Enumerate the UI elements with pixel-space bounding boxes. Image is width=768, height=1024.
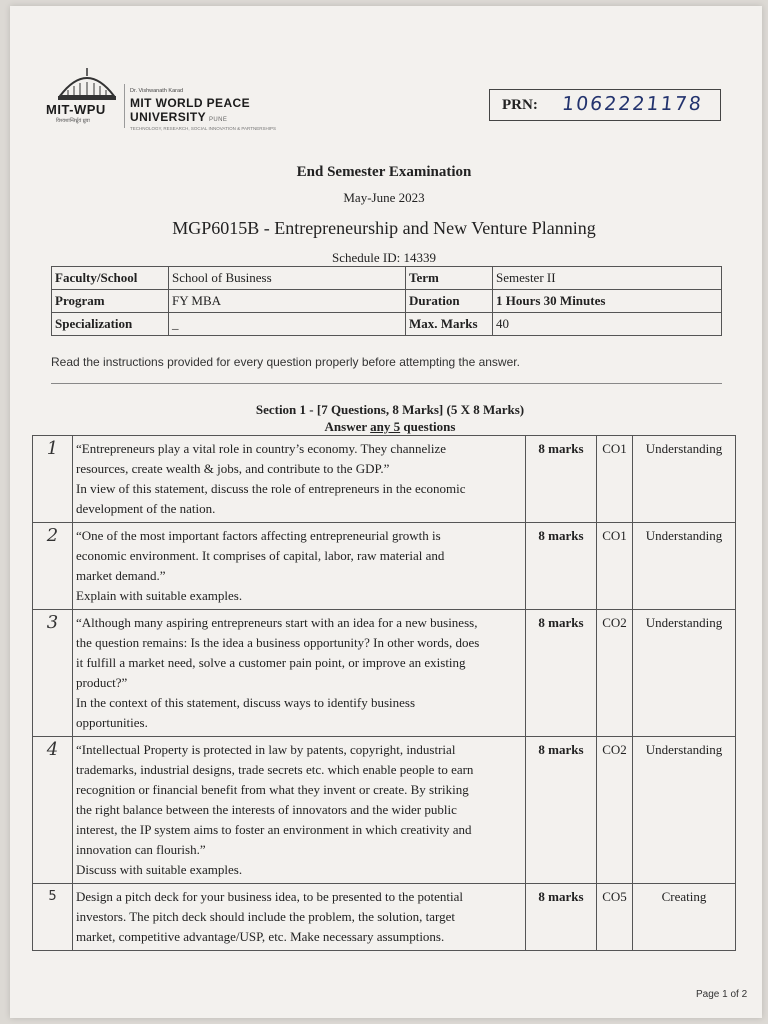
question-number	[33, 610, 73, 737]
prn-label: PRN:	[502, 97, 538, 113]
university-subline: TECHNOLOGY, RESEARCH, SOCIAL INNOVATION & PARTNERSHIPS	[130, 126, 276, 131]
question-level: Understanding	[633, 737, 736, 884]
founder-name: Dr. Vishwanath Karad	[130, 88, 184, 94]
university-word: UNIVERSITY	[130, 110, 207, 124]
question-co: CO1	[597, 436, 633, 523]
program-value: FY MBA	[169, 290, 406, 313]
question-marks: 8 marks	[526, 436, 597, 523]
table-row	[33, 436, 736, 523]
term-label: Term	[406, 267, 493, 290]
question-co: CO2	[597, 610, 633, 737]
instructions-text: Read the instructions provided for every question properly before attempting the answer.	[51, 355, 520, 369]
question-marks: 8 marks	[526, 737, 597, 884]
section-heading: Section 1 - [7 Questions, 8 Marks] (5 X 8 Marks)	[255, 402, 525, 417]
question-number-value: 1	[46, 438, 59, 459]
maxmarks-label: Max. Marks	[406, 313, 493, 336]
question-level: Creating	[633, 884, 736, 951]
duration-label: Duration	[406, 290, 493, 313]
faculty-value: School of Business	[169, 267, 406, 290]
page-number: Page 1 of 2	[696, 989, 748, 1000]
question-number	[33, 436, 73, 523]
table-row	[52, 290, 722, 313]
question-line: “Although many aspiring entrepreneurs start with an idea for a new business,	[76, 615, 478, 630]
question-line: product?”	[76, 675, 128, 690]
university-name-line1: MIT WORLD PEACE	[130, 96, 250, 110]
exam-session: May-June 2023	[343, 190, 425, 205]
question-line: development of the nation.	[76, 501, 216, 516]
question-line: innovation can flourish.”	[76, 842, 206, 857]
question-line: recognition or financial benefit from what they invent or create. By striking	[76, 782, 469, 797]
exam-title: End Semester Examination	[296, 164, 472, 180]
question-number	[33, 523, 73, 610]
university-name-line2	[130, 110, 227, 124]
duration-value: 1 Hours 30 Minutes	[493, 290, 722, 313]
question-number-value: 3	[46, 612, 59, 633]
question-line: opportunities.	[76, 715, 148, 730]
question-number-value: 4	[46, 739, 59, 760]
prn-value: 1062221178	[560, 93, 705, 115]
question-number-value: 2	[46, 525, 59, 546]
question-line: investors. The pitch deck should include the problem, the solution, target	[76, 909, 455, 924]
question-number	[33, 737, 73, 884]
prn-box	[489, 89, 721, 121]
maxmarks-value: 40	[493, 313, 722, 336]
term-value: Semester II	[493, 267, 722, 290]
table-row	[52, 313, 722, 336]
answer-suffix: questions	[400, 419, 456, 434]
question-marks: 8 marks	[526, 523, 597, 610]
question-marks: 8 marks	[526, 610, 597, 737]
question-level: Understanding	[633, 436, 736, 523]
question-line: Discuss with suitable examples.	[76, 862, 243, 877]
question-line: economic environment. It comprises of capital, labor, raw material and	[76, 548, 445, 563]
question-line: “Intellectual Property is protected in law by patents, copyright, industrial	[76, 742, 456, 757]
question-number	[33, 884, 73, 951]
course-title: MGP6015B - Entrepreneurship and New Venture Planning	[172, 218, 596, 238]
question-marks: 8 marks	[526, 884, 597, 951]
question-line: In view of this statement, discuss the role of entrepreneurs in the economic	[76, 481, 466, 496]
university-logo	[44, 66, 276, 140]
question-level: Understanding	[633, 610, 736, 737]
answer-instruction	[0, 419, 768, 435]
table-row	[33, 523, 736, 610]
logo-tagline: विश्वशान्तिर्ध्रुवं ध्रुवा	[56, 118, 90, 124]
table-row	[33, 884, 736, 951]
question-co: CO1	[597, 523, 633, 610]
question-text	[73, 884, 526, 951]
university-city: PUNE	[209, 117, 228, 123]
question-line: it fulfill a market need, solve a customer pain point, or improve an existing	[76, 655, 466, 670]
table-row	[52, 267, 722, 290]
question-level: Understanding	[633, 523, 736, 610]
question-text	[73, 436, 526, 523]
question-co: CO5	[597, 884, 633, 951]
answer-prefix: Answer	[324, 419, 371, 434]
question-line: In the context of this statement, discuss ways to identify business	[76, 695, 416, 710]
dome-emblem-icon	[54, 66, 120, 102]
question-line: the right balance between the interests of innovators and the wider public	[76, 802, 457, 817]
question-number-value: 5	[48, 889, 57, 904]
question-line: the question remains: Is the idea a business opportunity? In other words, does	[76, 635, 480, 650]
table-row	[33, 737, 736, 884]
question-line: Design a pitch deck for your business idea, to be presented to the potential	[76, 889, 464, 904]
question-line: “Entrepreneurs play a vital role in country’s economy. They channelize	[76, 441, 446, 456]
specialization-label: Specialization	[52, 313, 169, 336]
questions-table	[32, 435, 736, 951]
answer-any: any 5	[370, 419, 401, 434]
program-label: Program	[52, 290, 169, 313]
logo-divider	[124, 84, 125, 128]
question-line: resources, create wealth & jobs, and contribute to the GDP.”	[76, 461, 390, 476]
schedule-id: Schedule ID: 14339	[332, 250, 436, 265]
question-line: Explain with suitable examples.	[76, 588, 243, 603]
question-text	[73, 737, 526, 884]
question-line: trademarks, industrial designs, trade secrets etc. which enable people to earn	[76, 762, 474, 777]
question-line: interest, the IP system aims to foster an environment in which creativity and	[76, 822, 472, 837]
logo-short-name: MIT-WPU	[46, 102, 106, 117]
question-line: market, competitive advantage/USP, etc. Make necessary assumptions.	[76, 929, 445, 944]
question-co: CO2	[597, 737, 633, 884]
faculty-label: Faculty/School	[52, 267, 169, 290]
course-info-table	[51, 266, 722, 336]
question-line: market demand.”	[76, 568, 166, 583]
divider	[51, 383, 722, 384]
table-row	[33, 610, 736, 737]
question-text	[73, 523, 526, 610]
question-line: “One of the most important factors affecting entrepreneurial growth is	[76, 528, 441, 543]
question-text	[73, 610, 526, 737]
specialization-value: _	[169, 313, 406, 336]
